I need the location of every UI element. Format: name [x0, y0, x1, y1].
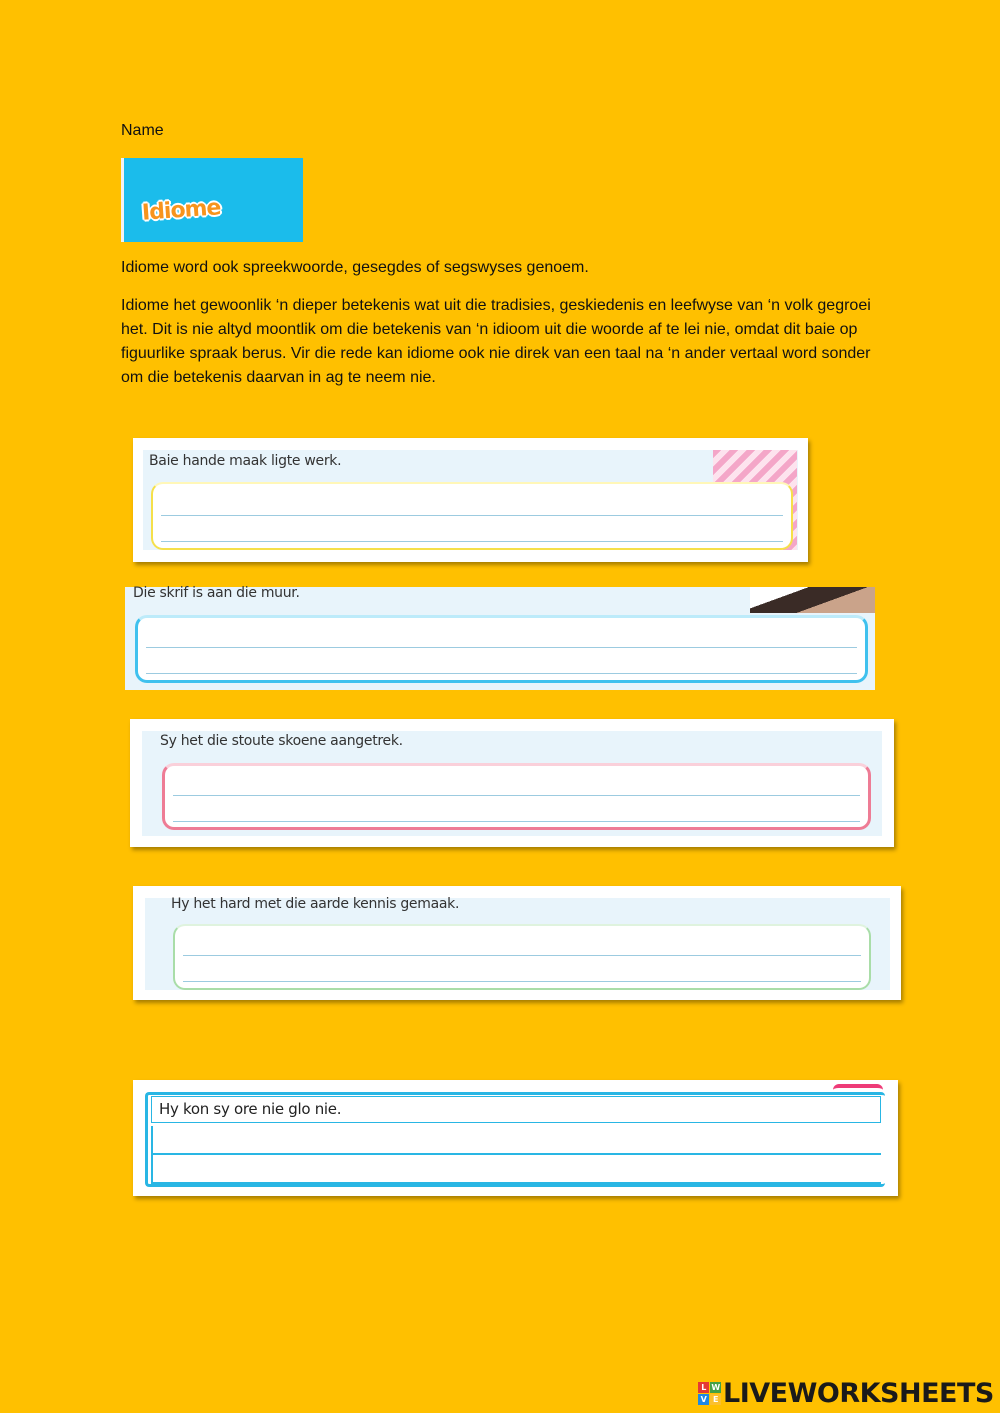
- decorative-photo: [750, 587, 875, 613]
- answer-input-1a[interactable]: [161, 490, 783, 516]
- intro-paragraph-1: Idiome word ook spreekwoorde, gesegdes of segswyses genoem.: [121, 259, 589, 276]
- answer-box-3: [162, 763, 871, 830]
- answer-input-3a[interactable]: [173, 770, 860, 796]
- answer-input-3b[interactable]: [173, 796, 860, 822]
- exercise-card-2: [125, 587, 875, 690]
- exercise-prompt-2: Die skrif is aan die muur.: [133, 585, 300, 601]
- exercise-card-1: [133, 438, 808, 562]
- answer-input-2a[interactable]: [146, 622, 857, 648]
- answer-box-4: [173, 924, 871, 990]
- answer-box-5: [151, 1126, 881, 1184]
- exercise-prompt-1: Baie hande maak ligte werk.: [149, 453, 342, 469]
- exercise-prompt-4: Hy het hard met die aarde kennis gemaak.: [171, 896, 460, 912]
- name-label: Name: [121, 122, 164, 139]
- exercise-card-5: [133, 1080, 898, 1196]
- logo-mark-icon: L W V E: [698, 1382, 721, 1405]
- answer-input-4b[interactable]: [183, 956, 861, 982]
- decorative-swoosh: [833, 1084, 883, 1098]
- answer-input-1b[interactable]: [161, 516, 783, 542]
- banner-title: Idiome: [141, 195, 222, 226]
- answer-input-4a[interactable]: [183, 930, 861, 956]
- answer-input-5b[interactable]: [151, 1155, 881, 1184]
- answer-box-2: [135, 615, 868, 683]
- answer-input-5a[interactable]: [151, 1126, 881, 1155]
- intro-paragraph-2: Idiome het gewoonlik ‘n dieper betekenis wat uit die tradisies, geskiedenis en leefwyse van ‘n volk gegroei het. Dit is nie altyd moontlik om die betekenis van ‘n idioom uit die woorde af te lei nie, omdat dit baie op figuurlike spraak berus. Vir die rede kan idiome ook nie direk van een taal na ‘n ander vertaal word sonder om die betekenis daarvan in ag te neem nie.: [121, 297, 871, 386]
- exercise-prompt-5: Hy kon sy ore nie glo nie.: [159, 1100, 342, 1118]
- exercise-card-3: [130, 719, 894, 847]
- exercise-card-4: [133, 886, 901, 1000]
- liveworksheets-logo: [698, 1378, 994, 1408]
- logo-text: LIVEWORKSHEETS: [723, 1377, 994, 1409]
- exercise-prompt-3: Sy het die stoute skoene aangetrek.: [160, 733, 403, 749]
- answer-box-1: [151, 482, 793, 550]
- topic-banner: [121, 158, 303, 242]
- answer-input-2b[interactable]: [146, 648, 857, 674]
